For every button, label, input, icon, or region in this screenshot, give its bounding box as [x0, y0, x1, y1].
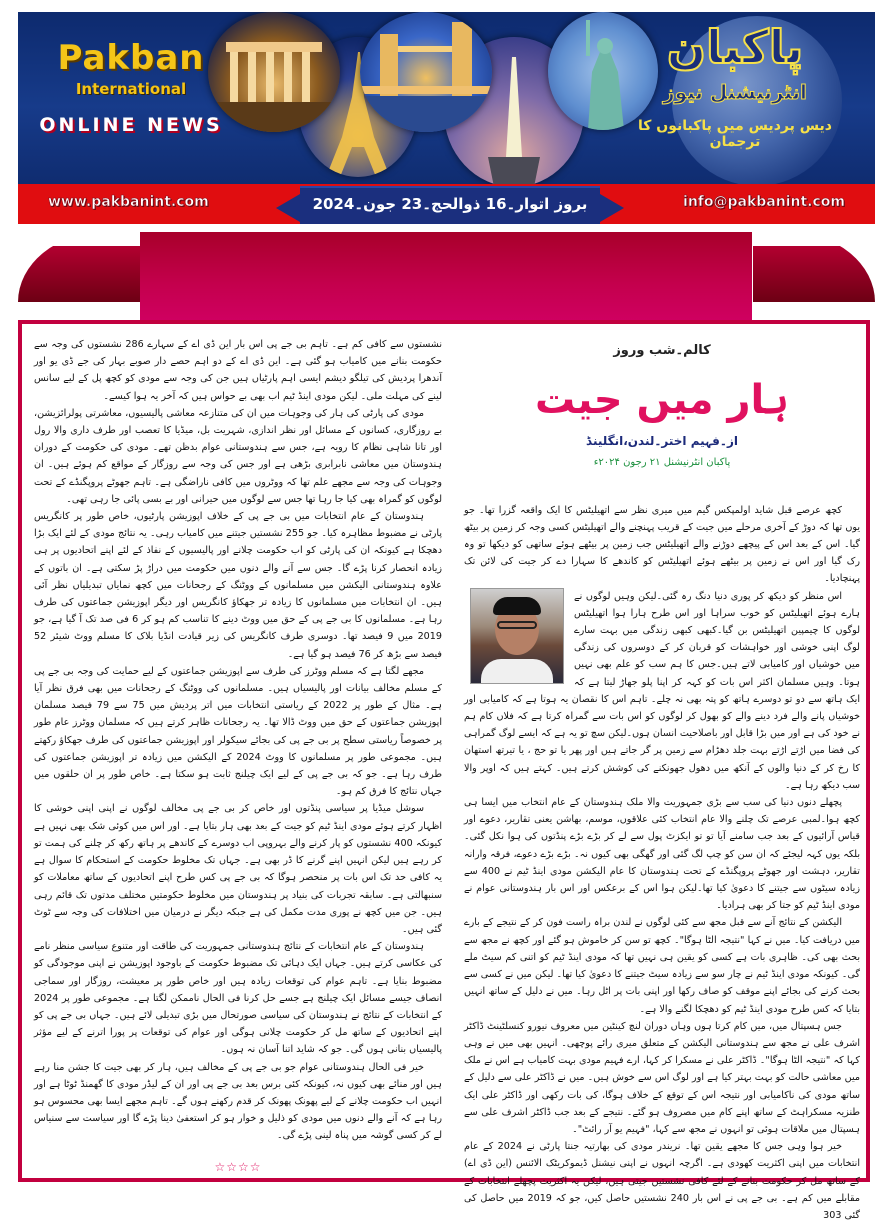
paragraph: ہندوستان کے عام انتخابات میں بی جے پی کے خلاف اپوزیشن پارٹیوں، خاص طور پر کانگریس پارٹی نے مضبوط مظاہرہ کیا۔ جو 255 نشستیں جیتنے میں کامیاب رہی۔ یہ نتائج مودی کے لئے ایک بڑا دھچکا ہے کیونکہ ان کی پارٹی کو اب حکومت چلانے اور پالیسیوں کے نفاذ کے لئے اپنے اتحادیوں پر ہی زیادہ انحصار کرنا پڑے گا۔ جس سے آنے والے دنوں میں حکومت میں دراڑ پڑ سکتی ہے۔ ان باتوں کے علاوہ ہندوستانی الیکشن میں مسلمانوں کے ووٹنگ کے رجحانات میں کچھ نمایاں تبدیلیاں نظر آئی ہیں۔ ان انتخابات میں مسلمانوں کا زیادہ تر جھکاؤ کانگریس اور دیگر اپوزیشن جماعتوں کی طرف رہا ہے۔ مسلمانوں کا بی جے پی کے حق میں ووٹ دینے کا تناسب کم ہو کر 6 فی صد تک آ گیا ہے، جو 2019 میں 9 فیصد تھا۔ دوسری طرف کانگریس کی زیر قیادت انڈیا بلاک کا مسلم ووٹ شیئر 52 فیصد سے بڑھ کر 76 فیصد ہو گیا ہے۔ — [34, 511, 442, 660]
end-stars-icon: ☆☆☆☆ — [214, 1159, 262, 1174]
website-link[interactable]: www.pakbanint.com — [48, 194, 209, 210]
paragraph: جس ہسپتال میں، میں کام کرتا ہوں وہاں دوران لنچ کینٹین میں معروف نیورو کنسلٹینٹ ڈاکٹر اشرف علی نے مجھ سے ہندوستانی الیکشن کے متعلق میری رائے پوچھی۔ انہیں بھی میں نے وہی کہا کہ "نتیجہ الٹا ہوگا"۔ ڈاکٹر علی نے مسکرا کر کہا، ارے فہیم مودی بہت کامیاب ہے اس نے ملک میں معاشی حالت کو بہت بہتر کیا ہے اور لوگ اس سے خوش ہیں۔ میں نے ڈاکٹر علی سے دلیل کے ساتھ مودی کی ناکامیابی اور نتیجہ اس کے توقع کے خلاف ہوگا، کی بات رکھی اور ڈاکٹر علی ایک طنزیہ مسکراہٹ کے ساتھ اپنے کام میں مصروف ہو گئے۔ نتیجے کے بعد جب ڈاکٹر اشرف علی سے ہسپتال میں ملاقات ہوئی تو انہوں نے مجھ سے کہا، "فہیم یو آر رائٹ"۔ — [464, 1020, 860, 1135]
publication-date: پاکبان انٹرنیشنل ۲۱ رجون ۲۰۲۴ء — [593, 457, 731, 469]
paragraph: مجھے لگتا ہے کہ مسلم ووٹرز کی طرف سے اپوزیشن جماعتوں کے لیے حمایت کی وجہ بی جے پی کے مسلم مخالف بیانات اور پالیسیاں ہیں۔ مسلمانوں کی ووٹنگ کے رجحانات میں بھی فرق نظر آیا ہے۔ مثال کے طور پر 2022 کے ریاستی انتخابات میں اتر پردیش میں 75 سے 79 فیصد مسلمان اپوزیشن جماعتوں کے حق میں ووٹ ڈالا تھا۔ یہ رجحانات ظاہر کرتے ہیں کہ مسلمان ووٹرز عام طور پر خصوصاً ریاستی سطح پر بی جے پی کی بجائے سیکولر اور اپوزیشن جماعتوں کی طرف جھکاؤ رکھتے ہیں۔ مجموعی طور پر مسلمانوں کا ووٹ 2024 کے الیکشن میں زیادہ تر اپوزیشن جماعتوں کی طرف رہا ہے۔ جو کہ بی جے پی کے لیے ایک چیلنج ثابت ہو سکتا ہے۔ خاص طور پر ان حلقوں میں جہاں نتائج کا فرق کم ہو۔ — [34, 665, 443, 798]
issue-date: بروز اتوار۔16 ذوالحج۔23 جون۔2024 — [312, 195, 588, 213]
brand-tagline: ONLINE NEWS — [39, 114, 223, 136]
paragraph: الیکشن کے نتائج آنے سے قبل مجھ سے کئی لوگوں نے لندن براہ راست فون کر کے نتیجے کے بارے میں دریافت کیا۔ میں نے کہا "نتیجہ الٹا ہوگا"۔ کچھ تو سن کر خاموش ہو گئے اور کچھ نے مجھ سے بحث بھی کی۔ ظاہری بات ہے کسی کو یقین ہی نہیں تھا کہ مودی اینڈ ٹیم کو اتنی کم سیٹ ملے گی۔ کیونکہ مودی اینڈ ٹیم نے چار سو سے زیادہ سیٹ جیتنے کا دعویٰ کیا تھا۔ لیکن میں نے کسی سے بحث کرنے کی بجائے اپنے موقف کو صاف رکھا اور اپنی بات پر اٹل رہا۔ میں نے دلیل کے ساتھ انہیں بتایا کہ کس طرح مودی اینڈ ٹیم کو دھچکا لگنے والا ہے۔ — [464, 917, 860, 1015]
paragraph: مودی کی پارٹی کی ہار کی وجوہات میں ان کی متنازعہ معاشی پالیسیوں، معاشرتی پولرائزیشن، بے روزگاری، کسانوں کے مسائل اور نظر اندازی، شہریت بل، میڈیا کا تعصب اور طرف داری والا رول اور تانا شاہی نظام کا رویہ ہے، جس سے ہندوستانی عوام بدظن تھے۔ مودی کی حکومت کے دوران ہندوستان میں معاشی نابرابری بڑھی ہے اور جس کی وجہ سے روزگار کے مواقع کم ہوئے ہیں۔ ان وجوہات کی وجہ سے مجھے علم تھا کہ ووٹروں میں کافی ناراضگی ہے۔ تاہم جھوٹے پروپگنڈے کے تحت لوگوں کو گمراہ بھی کیا جا رہا تھا جس سے لوگوں میں حیرانی اور بے بسی پائی جا رہی تھی۔ — [34, 407, 442, 505]
paragraph: نشستوں سے کافی کم ہے۔ تاہم بی جے پی اس بار این ڈی اے کے سہارے 286 نشستوں کی وجہ سے حکومت بنانے میں کامیاب ہو گئی ہے۔ این ڈی اے کے دو اہم حصے دار صوبے بہار کی جے ڈی یو اور آندھرا پردیش کی تیلگو دیشم ایسی اہم پارٹیاں ہیں جن کی وجہ سے مودی کو کچھ پل کے لیے سانس لینے کی مہلت ملی۔ لیکن مودی اینڈ ٹیم اب بھی بے حواس ہیں کہ آخر یہ ہوا کیسے۔ — [34, 339, 442, 402]
brand-urdu-title: پاکبان — [666, 20, 804, 74]
article-headline: ہار میں جیت — [535, 377, 789, 424]
paragraph: خیر فی الحال ہندوستانی عوام جو بی جے پی کے مخالف ہیں، ہار کر بھی جیت کا جشن منا رہے ہیں اور منائے بھی کیوں نہ، کیونکہ کئی برس بعد بی جے پی اور ان کے لیڈر مودی کا گھمنڈ ٹوٹا ہے اور انہیں اب حکومت چلانے کے لیے پھونک پھونک کر قدم رکھنے ہوں گے۔ تاہم مجھے ایسا بھی محسوس ہو رہا ہے کہ آنے والے دنوں میں مودی کو ذلیل و خوار ہو کر استعفیٰ دینا پڑے گا اور سیاست سے سنیاس لے کر کسی گوشہ میں پناہ لینی پڑے گی۔ — [34, 1061, 442, 1142]
brand-urdu — [635, 20, 835, 150]
column-kicker: کالم۔شب وروز — [613, 343, 711, 358]
scroll-curl-left — [18, 232, 140, 302]
paragraph: سوشل میڈیا پر سیاسی پنڈتوں اور خاص کر بی جے پی مخالف لوگوں نے اپنی اپنی خوشی کا اظہار کرتے ہوئے مودی اینڈ ٹیم کو جیت کے بعد بھی ہار بتایا ہے۔ اور اس میں کوئی شک بھی نہیں ہے کیونکہ 400 نشستوں کو پار کرنے والے بہروپی اب دوسرے کے کاندھے پر ہاتھ رکھ کر چلنے کی ہمت تو کر رہے ہیں لیکن انہیں اپنے گرنے کا ڈر بھی ہے۔ جہاں تک مخلوط حکومت کے استحکام کا سوال ہے یہ کافی حد تک اس بات پر منحصر ہوگا کہ بی جے پی کس طرح اپنے اتحادیوں کے ساتھ معاملات کو سنبھالتی ہے۔ سابقہ تجربات کی بنیاد پر ہندوستان میں مخلوط حکومتیں مختلف مدتوں تک قائم رہی ہیں۔ جن میں کچھ نے پوری مدت مکمل کی ہے جبکہ دیگر نے درمیان میں اختلافات کی وجہ سے ٹوٹ گئی ہیں۔ — [34, 803, 443, 935]
email-link[interactable]: info@pakbanint.com — [683, 194, 845, 210]
brand-english — [36, 40, 226, 136]
paragraph: کچھ عرصے قبل شاید اولمپکس گیم میں میری نظر سے اتھیلیٹس کا ایک واقعہ گزرا تھا۔ جو یوں تھا کہ دوڑ کے آخری مرحلے میں جیت کے قریب پہنچنے والے اتھیلیٹس کسی وجہ کر زمین پر بیٹھ گیا۔ اس کے بعد اس کے پیچھے دوڑنے والے اتھیلیٹس جب زمین پر بیٹھے ہوئے ساتھی کو دیکھا تو وہ رک گیا اور اس نے زمین پر بیٹھے ہوئے اتھیلیٹس کو کاندھے کا سہارا دے کر جیت کی لائن تک پہنچادیا۔ — [464, 504, 860, 585]
paragraph: ہندوستان کے عام انتخابات کے نتائج ہندوستانی جمہوریت کی طاقت اور متنوع سیاسی منظر نامے کی عکاسی کرتے ہیں۔ جہاں ایک دہائی تک مضبوط حکومت کے باوجود اپوزیشن نے اپنی موجودگی کو مضبوط بنایا ہے۔ تاہم عوام کی توقعات زیادہ ہیں اور خاص طور پر معیشت، روزگار اور سماجی انصاف جیسے مسائل ایک چیلنج ہے جسے حل کرنا فی الحال ناممکن لگتا ہے۔ مجموعی طور پر 2024 کے انتخابات کے نتائج نے ہندوستان کی سیاسی صورتحال میں بڑی تبدیلی لائے ہیں۔ جہاں بی جے پی کو اپنے اتحادیوں کے ساتھ مل کر حکومت چلانی ہوگی اور عوام کی توقعات پر پورا اترنے کے لیے مؤثر پالیسیاں بنانی ہوں گی۔ جو کہ شاید اتنا آسان نہ ہوں۔ — [34, 941, 442, 1056]
glasses-icon — [497, 621, 537, 629]
brand-subtitle: International — [75, 80, 187, 98]
date-ribbon — [300, 186, 600, 224]
author-photo — [470, 588, 564, 684]
paragraph: اس منظر کو دیکھ کر پوری دنیا دنگ رہ گئی۔لیکن وہیں لوگوں نے ہارے ہوئے اتھیلیٹس کو خوب سراہا اور اس طرح ہارا ہوا اتھیلیٹس لوگوں کا چیمپین اتھیلیٹس بن گیا۔کبھی کبھی زندگی میں بہت سارے لوگ اپنی خوشی اور خواہشات کو قربان کر کے دوسروں کی زندگی میں خوشیاں اور کامیابی لاتے ہیں۔جس کا ہم سب کو علم بھی نہیں ہوتا۔ وہیں مسلمان اکثر اس بات کو کہہ کر اپنا پلو جھاڑ لیتا ہے کہ ایک ہاتھ سے دو تو دوسرے ہاتھ کو پتہ بھی نہ چلے۔ تاہم اس کا نقصان یہ ہوتا ہے کہ کامیابی اور خوشیاں پانے والے فرد دینے والے کو بھول کر لوگوں کو اس بات سے گمراہ کرتا ہے کہ فلاں کام ہم نے خود کی ہے اور میں بڑا قابل اور باصلاحیت انسان ہوں۔لیکن سچ تو یہ ہے کہ ایسے لوگ گمراہی کی فضا میں اڑتے اڑتے بہت جلد دھڑام سے زمین پر گر جاتے ہیں اور پھر یا تو حج ، یا تیرتھ استھان کا رخ کر کے دنیا والوں کے آنکھ میں دھول جھونکنے کی کوشش کرتے ہیں۔ کہتے ہیں کہ اوپر والا سب دیکھ رہا ہے۔ — [464, 590, 860, 791]
brand-title: Pakban — [57, 38, 205, 78]
paragraph: پچھلے دنوں دنیا کی سب سے بڑی جمہوریت والا ملک ہندوستان کے عام انتخاب میں ایسا ہی کچھ ہوا۔لمبی عرصے تک چلنے والا عام انتخاب کئی علاقوں، موسم، بھاشن یعنی تقاریر، دعوے اور قیاس آرائیوں کے بعد جب سامنے آیا تو تو ایکزٹ پول سے لے کر بڑے بڑے پنڈتوں کی ہوا نکل گئی۔ بلکہ یوں کہہ لیجئے کہ ان سن کو چپ لگ گئی اور گھگی بھی کیوں نہ۔ بڑے بڑے دعوے، فرقہ وارانہ تقاریر، دہشت اور جھوٹے پروپگنڈے کے تحت ہندوستان کا عام الیکشن مودی اینڈ ٹیم نے 400 سے زیادہ سیٹوں سے جیتنے کا دعویٰ کیا تھا۔لیکن ہوا اس کے برعکس اور اس بار ہندوستانی عوام نے مودی اینڈ ٹیم کو جتا کر بھی ہرادیا۔ — [464, 797, 860, 912]
article-column-right — [464, 336, 860, 1224]
scroll-curl-right — [753, 232, 875, 302]
paragraph: خیر ہوا وہی جس کا مجھے یقین تھا۔ نریندر مودی کی بھارتیہ جنتا پارٹی نے 2024 کے عام انتخابات میں اپنی اکثریت کھودی ہے۔ اگرچہ انہوں نے اپنی نیشنل ڈیموکریٹک الائنس (این ڈی اے) کے ساتھ مل کر حکومت بنانے کے لئے کافی نشستیں جیتی ہیں، لیکن یہ اکثریت پچھلے انتخابات کے مقابلے میں کم ہے۔ بی جے پی نے اس بار 240 نشستیں حاصل کیں، جو کہ 2019 میں حاصل کی گئی 303 — [464, 1141, 860, 1221]
tower-bridge-icon — [360, 12, 492, 132]
masthead-banner — [18, 12, 875, 184]
scroll-banner — [140, 232, 752, 320]
brandenburg-gate-image — [208, 12, 340, 132]
scroll-decoration — [18, 232, 875, 320]
article-frame — [18, 320, 870, 1221]
brand-urdu-subtitle: انٹرنیشنل نیوز — [663, 80, 807, 104]
brandenburg-gate-icon — [208, 12, 340, 132]
article-byline: از۔فہیم اختر۔لندن،انگلینڈ — [586, 434, 738, 449]
article-column-left — [34, 336, 442, 1176]
brand-urdu-tagline: دیس پردیس میں پاکبانوں کا ترجمان — [638, 118, 832, 150]
tower-bridge-image — [360, 12, 492, 132]
